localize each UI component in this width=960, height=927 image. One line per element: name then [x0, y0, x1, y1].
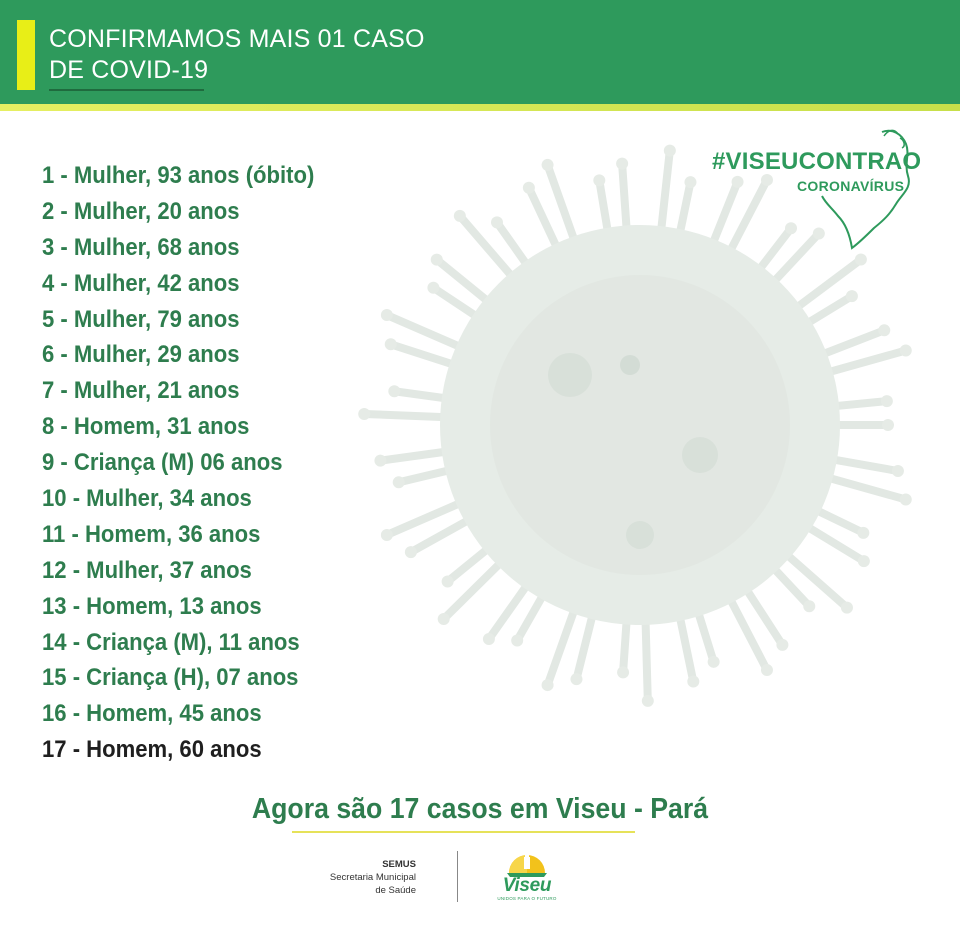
virus-spike-tip: [617, 666, 629, 678]
virus-spike-tip: [523, 182, 535, 194]
virus-spike-tip: [511, 634, 523, 646]
case-summary-underline: [292, 831, 635, 833]
virus-spike-tip: [593, 174, 605, 186]
virus-spike-tip: [405, 546, 417, 558]
virus-spike: [792, 260, 861, 312]
virus-spike: [460, 216, 516, 281]
case-item: 5 - Mulher, 79 anos: [42, 305, 240, 333]
virus-spike-tip: [385, 338, 397, 350]
case-item: 17 - Homem, 60 anos: [42, 736, 262, 764]
case-item: 9 - Criança (M) 06 anos: [42, 449, 283, 477]
virus-spike-tip: [846, 290, 858, 302]
virus-spike-tip: [708, 656, 720, 668]
case-item: 7 - Mulher, 21 anos: [42, 377, 240, 405]
virus-spike: [576, 609, 593, 679]
virus-spike-tip: [684, 176, 696, 188]
virus-spike: [823, 351, 906, 374]
virus-spike-tip: [881, 395, 893, 407]
virus-spike-tip: [858, 555, 870, 567]
case-item: 13 - Homem, 13 anos: [42, 592, 262, 620]
header-title-line1: CONFIRMAMOS MAIS 01 CASO: [49, 25, 425, 53]
virus-spike-tip: [388, 385, 400, 397]
header-yellow-stripe: [0, 104, 960, 111]
virus-spike: [622, 164, 627, 236]
virus-spike-tip: [393, 476, 405, 488]
virus-spike-tip: [542, 159, 554, 171]
virus-spike-tip: [776, 639, 788, 651]
header-title-line2: DE COVID-19: [49, 56, 209, 84]
semus-name: SEMUS: [382, 859, 416, 870]
virus-spike-tip: [841, 602, 853, 614]
virus-spike: [645, 615, 647, 701]
semus-line3: de Saúde: [375, 885, 416, 896]
virus-spike-tip: [882, 419, 894, 431]
virus-spot: [620, 355, 640, 375]
case-summary-text: Agora são 17 casos em Viseu - Pará: [251, 793, 709, 825]
virus-spike: [817, 330, 884, 356]
case-list: [42, 158, 338, 768]
logo-divider: [457, 851, 458, 902]
case-item: 2 - Mulher, 20 anos: [42, 197, 240, 225]
virus-spike: [548, 604, 577, 685]
virus-spike-tip: [900, 345, 912, 357]
virus-spike-tip: [374, 455, 386, 467]
virus-spike: [661, 151, 670, 236]
virus-spike-tip: [761, 664, 773, 676]
virus-spike-tip: [878, 324, 890, 336]
campaign-hashtag: #VISEUCONTRAO: [712, 148, 922, 175]
virus-spike-tip: [483, 633, 495, 645]
case-item: 1 - Mulher, 93 anos (óbito): [42, 162, 315, 189]
virus-spot: [548, 353, 592, 397]
case-item: 4 - Mulher, 42 anos: [42, 269, 240, 297]
virus-spike: [391, 344, 459, 366]
viseu-logo-name: Viseu: [502, 875, 552, 896]
virus-spike-tip: [803, 600, 815, 612]
case-item: 16 - Homem, 45 anos: [42, 700, 262, 728]
case-item: 8 - Homem, 31 anos: [42, 413, 250, 441]
virus-spike-tip: [454, 210, 466, 222]
case-item: 14 - Criança (M), 11 anos: [42, 628, 300, 656]
virus-spike-tip: [892, 465, 904, 477]
case-item: 15 - Criança (H), 07 anos: [42, 664, 299, 692]
semus-line2: Secretaria Municipal: [329, 872, 416, 883]
virus-spike: [679, 611, 694, 681]
virus-spike: [529, 188, 560, 253]
virus-spike: [782, 551, 846, 608]
virus-spike-tip: [570, 673, 582, 685]
virus-spike-tip: [687, 676, 699, 688]
virus-spike-tip: [616, 158, 628, 170]
virus-spike-tip: [358, 408, 370, 420]
case-item: 10 - Mulher, 34 anos: [42, 485, 252, 513]
header-accent-bar: [17, 20, 35, 90]
virus-spike: [364, 414, 450, 417]
semus-logo-text: [300, 858, 416, 897]
case-item: 11 - Homem, 36 anos: [42, 520, 261, 548]
case-item: 3 - Mulher, 68 anos: [42, 233, 240, 261]
viseu-logo-tagline: UNIDOS PARA O FUTURO: [497, 896, 557, 901]
virus-spike-tip: [438, 613, 450, 625]
case-item: 12 - Mulher, 37 anos: [42, 556, 252, 584]
virus-spike: [444, 559, 505, 619]
virus-spike: [380, 451, 451, 461]
virus-spot: [626, 521, 654, 549]
virus-spot: [682, 437, 718, 473]
virus-spike-tip: [857, 527, 869, 539]
virus-spike-tip: [542, 679, 554, 691]
virus-spike-tip: [427, 282, 439, 294]
virus-spike-tip: [381, 529, 393, 541]
header-title: [49, 24, 425, 86]
campaign-tag: [700, 122, 920, 257]
case-item: 6 - Mulher, 29 anos: [42, 341, 240, 369]
virus-spike-tip: [381, 309, 393, 321]
campaign-subtitle: CORONAVÍRUS: [797, 178, 905, 194]
virus-spike-tip: [442, 576, 454, 588]
virus-spike-tip: [642, 695, 654, 707]
virus-spike-tip: [491, 216, 503, 228]
virus-spike-tip: [900, 493, 912, 505]
virus-spike: [827, 458, 898, 471]
virus-spike-tip: [431, 254, 443, 266]
case-summary: [0, 793, 960, 826]
virus-spike: [823, 476, 906, 499]
virus-spike-tip: [664, 145, 676, 157]
header-title-underline: [49, 89, 204, 91]
